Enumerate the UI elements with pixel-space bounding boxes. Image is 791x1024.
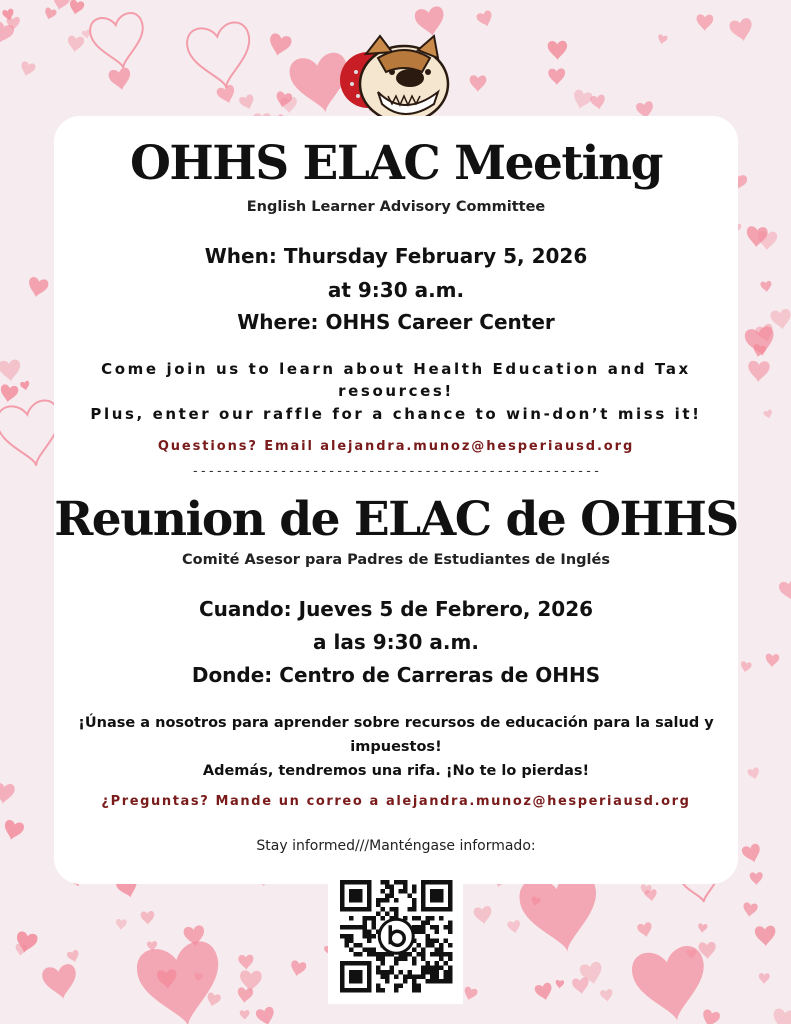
qr-module	[412, 979, 417, 984]
qr-module	[448, 952, 453, 957]
heart-decoration	[68, 0, 85, 16]
qr-module	[372, 925, 377, 930]
qr-module	[367, 939, 372, 944]
heart-decoration	[140, 911, 154, 926]
qr-module	[367, 952, 372, 957]
qr-module	[435, 979, 440, 984]
qr-module	[399, 889, 404, 894]
qr-module	[430, 889, 444, 903]
qr-module	[408, 952, 413, 957]
qr-module	[394, 988, 399, 993]
heart-decoration	[134, 939, 229, 1024]
heart-decoration	[657, 34, 668, 45]
heart-decoration	[26, 276, 49, 299]
qr-module	[417, 988, 422, 993]
qr-module	[426, 970, 431, 975]
heart-decoration	[0, 359, 22, 383]
qr-module	[349, 889, 363, 903]
qr-module	[372, 952, 377, 957]
qr-module	[349, 934, 354, 939]
qr-module	[385, 880, 390, 885]
qr-module	[376, 970, 381, 975]
qr-module	[399, 970, 404, 975]
qr-module	[394, 907, 399, 912]
qr-module	[430, 916, 435, 921]
qr-module	[412, 898, 417, 903]
when-spanish: Cuando: Jueves 5 de Febrero, 2026	[198, 597, 594, 621]
heart-decoration	[67, 35, 85, 53]
qr-module	[385, 885, 390, 890]
qr-module	[363, 925, 368, 930]
qr-module	[390, 907, 395, 912]
heart-decoration	[507, 920, 522, 935]
title-spanish: Reunion de ELAC de OHHS	[54, 492, 738, 547]
qr-module	[399, 984, 404, 989]
qr-code-icon	[328, 868, 463, 1004]
qr-module	[381, 970, 386, 975]
qr-module	[412, 975, 417, 980]
heart-decoration	[476, 10, 495, 30]
title-english: OHHS ELAC Meeting	[129, 136, 663, 191]
where-english: Where: OHHS Career Center	[237, 310, 555, 334]
heart-decoration	[600, 989, 614, 1003]
stay-informed-label: Stay informed///Manténgase informado:	[256, 838, 536, 854]
invite-english-line1: Come join us to learn about Health Education and Tax	[101, 360, 691, 378]
heart-decoration	[0, 782, 15, 805]
qr-module	[345, 943, 350, 948]
heart-decoration	[747, 767, 761, 781]
qr-module	[444, 952, 449, 957]
qr-module	[403, 880, 408, 885]
heart-decoration	[473, 906, 493, 926]
heart-decoration	[548, 41, 568, 61]
qr-module	[448, 979, 453, 984]
qr-module	[349, 939, 354, 944]
qr-module	[439, 948, 444, 953]
heart-decoration	[748, 360, 770, 383]
qr-module	[417, 952, 422, 957]
heart-decoration	[20, 380, 31, 391]
qr-module	[421, 948, 426, 953]
heart-decoration	[778, 579, 791, 603]
heart-decoration	[637, 922, 654, 939]
subtitle-english: English Learner Advisory Committee	[246, 199, 546, 215]
heart-decoration	[760, 281, 772, 293]
qr-module	[372, 948, 377, 953]
invite-english-line2: resources!	[338, 382, 454, 400]
qr-module	[421, 921, 426, 926]
heart-decoration	[742, 902, 758, 918]
qr-center-logo	[379, 919, 413, 953]
qr-module	[394, 961, 399, 966]
qr-module	[376, 988, 381, 993]
heart-decoration	[750, 872, 763, 886]
qr-module	[376, 903, 381, 908]
qr-module	[426, 961, 431, 966]
qr-module	[412, 903, 417, 908]
qr-module	[381, 988, 386, 993]
qr-module	[444, 975, 449, 980]
heart-decoration	[571, 89, 594, 112]
heart-decoration	[255, 1006, 277, 1024]
qr-module	[358, 925, 363, 930]
qr-module	[394, 898, 399, 903]
heart-decoration	[728, 17, 755, 44]
qr-module	[390, 970, 395, 975]
heart-decoration	[697, 923, 707, 933]
qr-module	[435, 939, 440, 944]
qr-module	[394, 975, 399, 980]
qr-module	[376, 952, 381, 957]
qr-module	[376, 912, 381, 917]
heart-decoration	[700, 1008, 721, 1024]
qr-module	[430, 979, 435, 984]
qr-module	[412, 984, 417, 989]
qr-module	[340, 925, 345, 930]
qr-module	[354, 952, 359, 957]
qr-module	[367, 930, 372, 935]
qr-module	[448, 921, 453, 926]
qr-module	[417, 943, 422, 948]
qr-module	[381, 961, 386, 966]
questions-spanish[interactable]: ¿Preguntas? Mande un correo a alejandra.munoz@hesperiausd.org	[101, 794, 691, 809]
qr-module	[376, 966, 381, 971]
info-card	[54, 116, 738, 884]
qr-module	[421, 952, 426, 957]
heart-decoration	[0, 384, 19, 404]
qr-module	[439, 957, 444, 962]
qr-module	[408, 975, 413, 980]
heart-decoration	[548, 68, 565, 85]
heart-decoration	[66, 949, 81, 964]
qr-module	[349, 925, 354, 930]
qr-module	[412, 889, 417, 894]
qr-module	[426, 979, 431, 984]
qr-module	[385, 912, 390, 917]
qr-module	[394, 912, 399, 917]
heart-decoration	[205, 992, 221, 1009]
qr-module	[439, 979, 444, 984]
qr-module	[426, 939, 431, 944]
heart-decoration	[19, 61, 36, 78]
qr-module	[408, 907, 413, 912]
qr-module	[394, 984, 399, 989]
qr-module	[376, 984, 381, 989]
qr-module	[430, 975, 435, 980]
qr-module	[354, 925, 359, 930]
qr-module	[390, 894, 395, 899]
qr-module	[417, 984, 422, 989]
invite-spanish-line2: impuestos!	[350, 739, 442, 755]
qr-module	[367, 934, 372, 939]
qr-module	[448, 970, 453, 975]
qr-module	[345, 934, 350, 939]
qr-module	[439, 943, 444, 948]
qr-module	[426, 934, 431, 939]
qr-module	[358, 952, 363, 957]
qr-module	[381, 952, 386, 957]
where-spanish: Donde: Centro de Carreras de OHHS	[191, 663, 601, 687]
heart-decoration	[185, 20, 257, 93]
qr-module	[417, 975, 422, 980]
subtitle-spanish: Comité Asesor para Padres de Estudiantes de Inglés	[182, 552, 610, 568]
qr-module	[430, 966, 435, 971]
qr-module	[435, 966, 440, 971]
qr-code[interactable]	[328, 868, 463, 1004]
heart-decoration	[629, 943, 713, 1024]
qr-module	[381, 907, 386, 912]
invite-english-line3: Plus, enter our raffle for a chance to win-don’t miss it!	[90, 405, 702, 423]
qr-module	[426, 916, 431, 921]
qr-module	[358, 943, 363, 948]
heart-decoration	[108, 67, 133, 92]
qr-module	[403, 979, 408, 984]
qr-module	[412, 961, 417, 966]
qr-module	[381, 889, 386, 894]
qr-module	[390, 885, 395, 890]
qr-module	[439, 966, 444, 971]
qr-module	[444, 961, 449, 966]
invite-spanish-line3: Además, tendremos una rifa. ¡No te lo pierdas!	[202, 763, 590, 779]
qr-module	[412, 988, 417, 993]
qr-module	[363, 934, 368, 939]
heart-decoration	[240, 1010, 250, 1020]
qr-module	[349, 970, 363, 984]
qr-module	[349, 916, 354, 921]
heart-decoration	[88, 11, 149, 73]
heart-decoration	[759, 973, 770, 984]
qr-module	[367, 916, 372, 921]
qr-module	[444, 979, 449, 984]
qr-module	[444, 925, 449, 930]
qr-module	[381, 898, 386, 903]
qr-module	[385, 898, 390, 903]
qr-module	[448, 957, 453, 962]
qr-module	[372, 916, 377, 921]
qr-module	[448, 975, 453, 980]
qr-module	[363, 948, 368, 953]
qr-module	[381, 880, 386, 885]
qr-module	[403, 957, 408, 962]
qr-module	[394, 880, 399, 885]
heart-decoration	[115, 919, 127, 931]
qr-module	[394, 957, 399, 962]
qr-module	[435, 952, 440, 957]
qr-module	[408, 894, 413, 899]
qr-module	[435, 925, 440, 930]
qr-module	[421, 975, 426, 980]
qr-module	[363, 930, 368, 935]
qr-module	[345, 939, 350, 944]
qr-module	[430, 970, 435, 975]
heart-decoration	[572, 977, 591, 996]
qr-module	[435, 930, 440, 935]
heart-decoration	[534, 982, 554, 1003]
qr-module	[403, 975, 408, 980]
qr-module	[376, 957, 381, 962]
heart-decoration	[763, 409, 774, 420]
heart-decoration	[41, 963, 80, 1002]
qr-module	[439, 916, 444, 921]
qr-module	[448, 943, 453, 948]
qr-module	[430, 943, 435, 948]
qr-module	[390, 966, 395, 971]
qr-module	[417, 930, 422, 935]
heart-decoration	[238, 955, 254, 971]
qr-module	[408, 970, 413, 975]
heart-decoration	[462, 986, 478, 1002]
heart-decoration	[238, 93, 256, 111]
qr-module	[430, 939, 435, 944]
qr-module	[435, 970, 440, 975]
qr-module	[435, 961, 440, 966]
qr-module	[403, 889, 408, 894]
questions-english[interactable]: Questions? Email alejandra.munoz@hesperiausd.org	[157, 439, 635, 454]
qr-module	[385, 894, 390, 899]
invite-spanish-line1: ¡Únase a nosotros para aprender sobre recursos de educación para la salud y	[78, 715, 714, 731]
qr-module	[399, 957, 404, 962]
qr-module	[435, 975, 440, 980]
qr-module	[390, 889, 395, 894]
qr-module	[421, 970, 426, 975]
qr-module	[448, 966, 453, 971]
heart-decoration	[770, 308, 791, 331]
qr-module	[426, 966, 431, 971]
qr-module	[385, 975, 390, 980]
heart-decoration	[765, 653, 779, 668]
heart-decoration	[2, 819, 25, 843]
time-spanish: a las 9:30 a.m.	[313, 630, 479, 654]
qr-module	[381, 957, 386, 962]
heart-decoration	[470, 75, 487, 92]
qr-module	[444, 939, 449, 944]
qr-module	[417, 916, 422, 921]
qr-module	[444, 970, 449, 975]
qr-module	[412, 916, 417, 921]
qr-module	[421, 925, 426, 930]
qr-module	[363, 921, 368, 926]
qr-module	[439, 952, 444, 957]
qr-module	[448, 930, 453, 935]
heart-decoration	[741, 843, 763, 865]
qr-module	[354, 943, 359, 948]
qr-module	[376, 898, 381, 903]
qr-module	[340, 934, 345, 939]
heart-decoration	[771, 1008, 791, 1024]
qr-module	[448, 925, 453, 930]
qr-module	[412, 957, 417, 962]
qr-module	[399, 880, 404, 885]
qr-module	[381, 916, 386, 921]
qr-module	[363, 916, 368, 921]
qr-module	[435, 948, 440, 953]
qr-module	[385, 970, 390, 975]
time-english: at 9:30 a.m.	[327, 278, 465, 302]
qr-module	[412, 948, 417, 953]
qr-module	[345, 925, 350, 930]
qr-module	[372, 921, 377, 926]
heart-decoration	[755, 925, 777, 947]
qr-module	[403, 885, 408, 890]
heart-decoration	[267, 32, 293, 58]
qr-module	[421, 957, 426, 962]
heart-decoration	[14, 944, 27, 957]
qr-module	[430, 925, 435, 930]
qr-module	[426, 943, 431, 948]
qr-module	[412, 885, 417, 890]
heart-decoration	[289, 960, 307, 978]
when-english: When: Thursday February 5, 2026	[204, 244, 588, 268]
heart-decoration	[740, 661, 753, 674]
heart-decoration	[43, 7, 58, 22]
qr-module	[430, 952, 435, 957]
qr-module	[421, 966, 426, 971]
section-divider: ---------------------------------------------------	[191, 464, 601, 479]
qr-module	[372, 934, 377, 939]
qr-module	[412, 907, 417, 912]
qr-module	[421, 930, 426, 935]
heart-decoration	[555, 980, 564, 989]
qr-module	[381, 975, 386, 980]
heart-decoration	[696, 14, 713, 31]
qr-module	[349, 948, 354, 953]
qr-module	[426, 921, 431, 926]
qr-module	[417, 925, 422, 930]
qr-module	[367, 948, 372, 953]
qr-module	[385, 979, 390, 984]
bulldog-mascot-icon	[338, 32, 454, 124]
